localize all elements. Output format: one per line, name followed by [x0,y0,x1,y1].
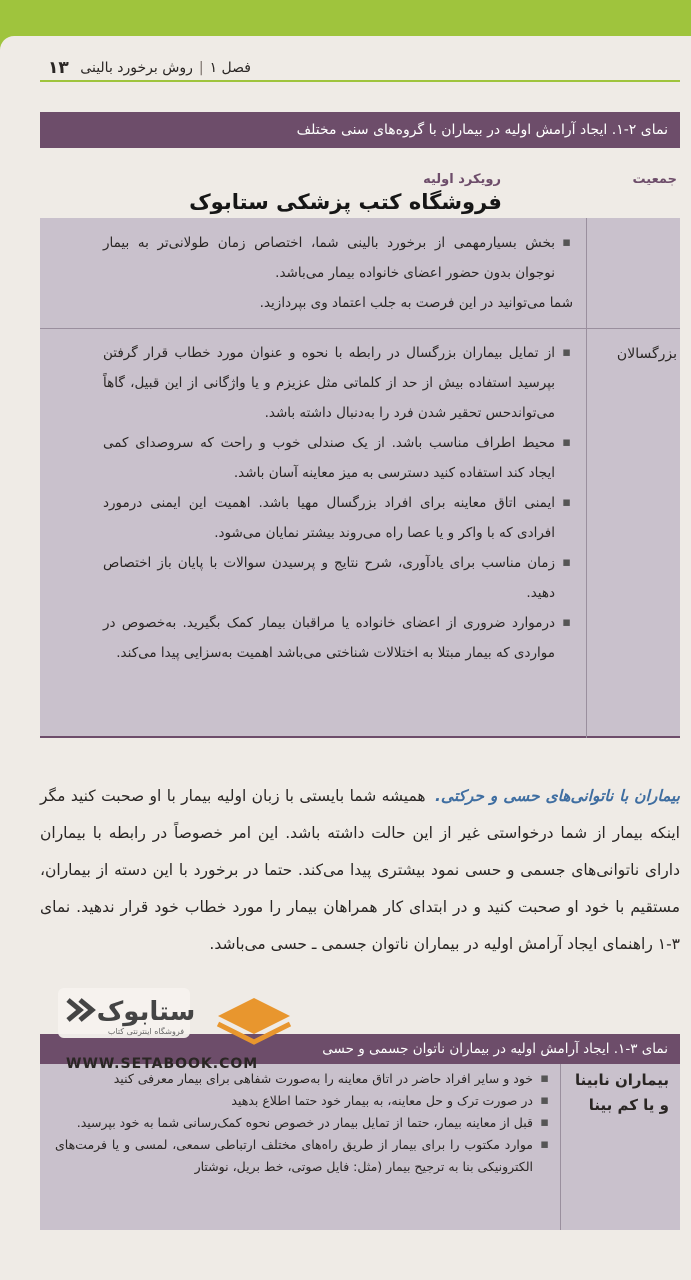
bullet-item: ▪ محیط اطراف مناسب باشد. از یک صندلی خوب و راحت که سروصدای کمی ایجاد کند استفاده کنید دسترسی به میز معاینه آسان باشد. [103,428,573,488]
column-header-approach: رویکرد اولیه [423,172,501,187]
box2-column-divider [560,1064,561,1230]
row1-bullets [103,228,573,318]
column-header-population: جمعیت [632,172,677,187]
setabook-logo-icon [58,986,298,1046]
row-divider [40,328,680,329]
store-watermark-title: فروشگاه کتب پزشکی ستابوک [189,190,502,214]
row-label-blind: بیماران نابینا و یا کم بینا [574,1071,669,1114]
box1-title: نمای ۲-۱. ایجاد آرامش اولیه در بیماران با گروه‌های سنی مختلف [40,112,680,148]
header-separator: | [198,60,204,76]
running-header [80,60,251,76]
box2-title: نمای ۳-۱. ایجاد آرامش اولیه در بیماران ناتوان جسمی و حسی [40,1034,680,1064]
bullet-item: ▪ در صورت ترک و حل معاینه، به بیمار خود حتما اطلاع بدهید [55,1090,551,1112]
paragraph-lead: بیماران با ناتوانی‌های حسی و حرکتی. [435,787,680,805]
row2-bullets [103,338,573,668]
store-url: WWW.SETABOOK.COM [66,1056,259,1072]
bullet-item: ▪ موارد مکتوب را برای بیمار از طریق راه‌های مختلف ارتباطی سمعی، لمسی و یا فرمت‌های الکترونیکی بنا به ترجیح بیمار (مثل: فایل صوتی، خط بریل، نوشتار [55,1134,551,1178]
paragraph-text: همیشه شما بایستی با زبان اولیه بیمار با او صحبت کنید مگر اینکه بیمار از شما درخواستی غیر از این حالت داشته باشد. این امر خصوصاً در رابطه با بیماران دارای ناتوانی‌های جسمی و حسی نمود بیشتری پیدا می‌کند. حتما در برخورد با این دسته از بیماران، مستقیم با خود او صحبت کنید و در ابتدای کار همراهان بیمار را مورد خطاب خود قرار ندهید. نمای ۳-۱ راهنمای ایجاد آرامش اولیه در بیماران ناتوان جسمی ـ حسی می‌باشد. [40,787,680,953]
bullet-item: ▪ زمان مناسب برای یادآوری، شرح نتایج و پرسیدن سوالات با پایان باز اختصاص دهید. [103,548,573,608]
column-divider [586,218,587,738]
bullet-continuation: شما می‌توانید در این فرصت به جلب اعتماد وی بپردازید. [259,295,573,311]
bullet-item: ▪ ایمنی اتاق معاینه برای افراد بزرگسال مهیا باشد. اهمیت این ایمنی درمورد افرادی که با واکر و یا عصا راه می‌روند بیشتر نمایان می‌شود. [103,488,573,548]
body-paragraph [40,778,680,963]
setabook-logo [58,986,298,1046]
bullet-item: ▪ درموارد ضروری از اعضای خانواده یا مراقبان بیمار کمک بگیرید. به‌خصوص در مواردی که بیمار مبتلا به اختلالات شناختی می‌باشد اهمیت به‌سزایی پیدا می‌کند. [103,608,573,668]
chapter-label: فصل ۱ [209,60,251,76]
page-number: ۱۳ [48,58,69,78]
row-label-adults: بزرگسالان [616,346,677,362]
svg-text:فروشگاه اینترنتی کتاب: فروشگاه اینترنتی کتاب [107,1027,185,1036]
bullet-item: ▪ خود و سایر افراد حاضر در اتاق معاینه را به‌صورت شفاهی برای بیمار معرفی کنید [55,1068,551,1090]
svg-text:ستابوک: ستابوک [96,997,196,1027]
chapter-title: روش برخورد بالینی [80,60,193,76]
bullet-item: ▪ بخش بسیارمهمی از برخورد بالینی شما، اختصاص زمان طولانی‌تر به بیمار نوجوان بدون حضور اعضای خانواده بیمار می‌باشد. [103,228,573,288]
bullet-item: ▪ از تمایل بیماران بزرگسال در رابطه با نحوه و عنوان مورد خطاب قرار گرفتن بپرسید استفاده بیش از حد از کلماتی مثل عزیزم و یا واژگانی از این قبیل، گاهاً می‌تواندحس تحقیر شدن فرد را به‌دنبال داشته باشد. [103,338,573,428]
box2-bullets [55,1068,551,1178]
bullet-item: ▪ قبل از معاینه بیمار، حتما از تمایل بیمار در خصوص نحوه کمک‌رسانی شما به خود بپرسید. [55,1112,551,1134]
header-rule [40,80,680,82]
